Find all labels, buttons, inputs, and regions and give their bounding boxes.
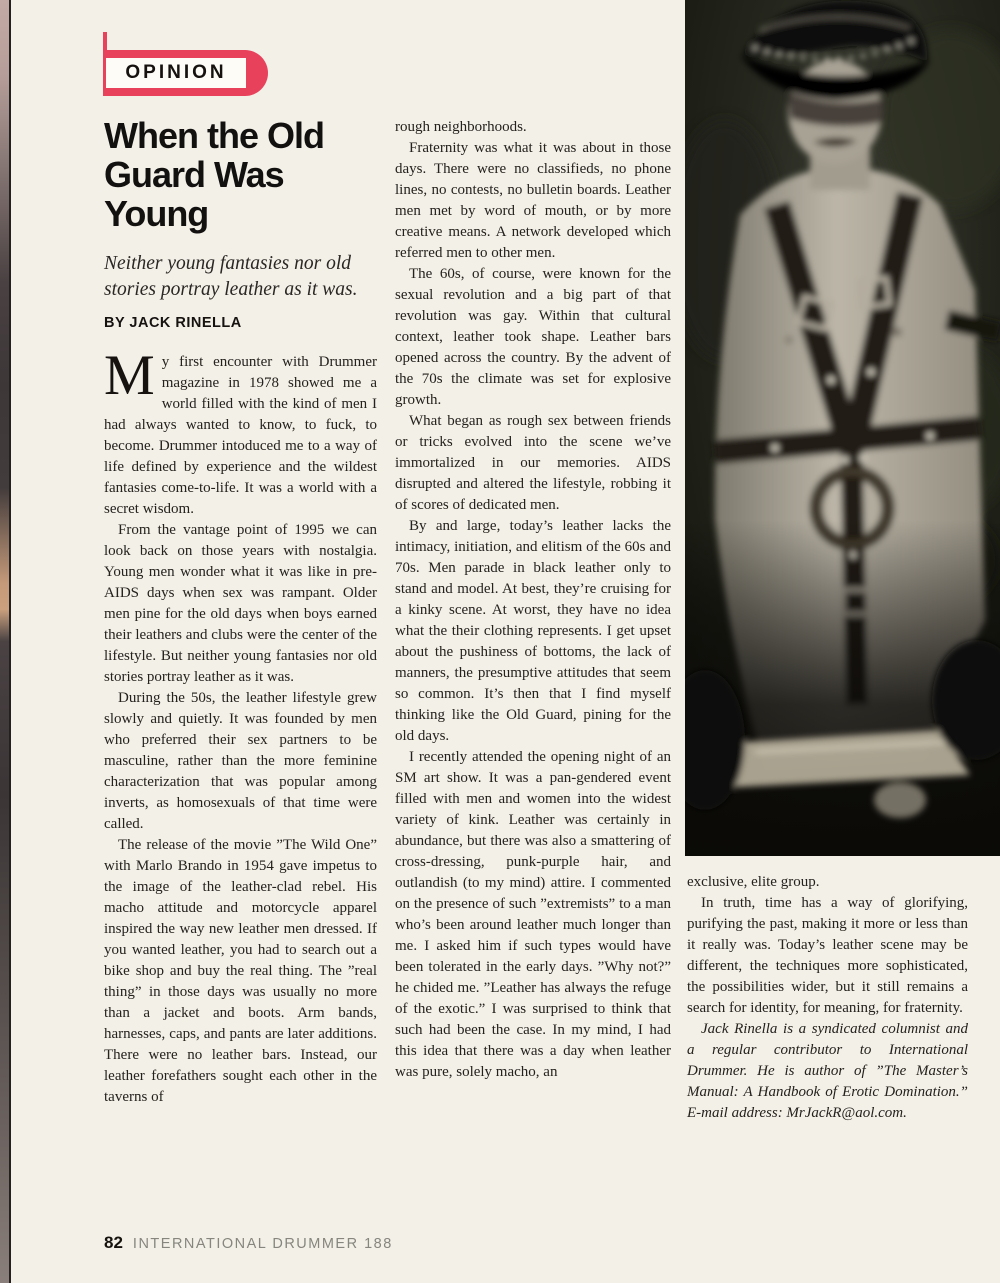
headline-block (104, 116, 396, 331)
article-column-2 (395, 117, 671, 1083)
paragraph: The release of the movie ”The Wild One” with Marlo Brando in 1954 gave impetus to the image of the leather-clad rebel. His macho attitude and motorcycle apparel inspired the way new leather men dressed. If you wanted leather, you had to search out a bike shop and buy the real thing. The ”real thing” in those days was usually no more than a jacket and boots. Arm bands, harnesses, caps, and pants are later additions. There were no leather bars. Instead, our leather forefathers sought each other in the taverns of (104, 837, 377, 1105)
page-number: 82 (104, 1233, 123, 1252)
title-line: When the Old (104, 115, 324, 156)
opinion-banner (103, 32, 283, 98)
paragraph: By and large, today’s leather lacks the intimacy, initiation, and elitism of the 60s and 70s. Men parade in black leather only to stand and model. At best, they’re cruising for a kinky scene. At worst, they have no idea what the their clothing represents. I get upset about the pushiness of bottoms, the lack of manners, the presumptive attitudes that seem so common. It’s then that I find myself thinking like the Old Guard, pining for the old days. (395, 518, 671, 744)
section-label-box (103, 55, 249, 91)
article-title (104, 116, 396, 233)
article-column-3 (687, 872, 968, 1124)
article-photo (685, 0, 1000, 856)
paragraph: My first encounter with Drummer magazine in 1978 showed me a world filled with the kind of men I had always wanted to know, to fuck, to become. Drummer intoduced me to a way of life defined by experience and the wildest fantasies come-to-life. It was a world with a secret wisdom. (104, 344, 377, 517)
paragraph: In truth, time has a way of glorifying, purifying the past, making it more or less than it really was. Today’s leather scene may be different, the techniques more sophisticated, the possibilities wider, but it still remains a search for identity, for meaning, for fraternity. (687, 895, 968, 1016)
title-line: Young (104, 193, 209, 234)
paragraph: During the 50s, the leather lifestyle grew slowly and quietly. It was founded by men who preferred their sex partners to be masculine, rather than the more feminine characterization that was popular among inverts, as homosexuals of that time were called. (104, 690, 377, 832)
paragraph: Fraternity was what it was about in those days. There were no classifieds, no phone lines, no contests, no bulletin boards. Leather men met by word of mouth, or by more creative means. A network developed which referred men to other men. (395, 140, 671, 261)
article-subtitle: Neither young fantasies nor old stories portray leather as it was. (104, 253, 358, 300)
title-line: Guard Was (104, 154, 284, 195)
section-label: OPINION (125, 62, 227, 83)
paragraph: rough neighborhoods. (395, 119, 527, 135)
page-footer (104, 1233, 393, 1253)
paragraph: exclusive, elite group. (687, 874, 820, 890)
drop-cap: M (104, 344, 155, 407)
paragraph: From the vantage point of 1995 we can look back on those years with nostalgia. Young men wonder what it was like in pre-AIDS days when sex was rampant. Older men pine for the old days when boys earned their leathers and clubs were the center of the lifestyle. But neither young fantasies nor old stories portray leather as it was. (104, 522, 377, 685)
paragraph: I recently attended the opening night of an SM art show. It was a pan-gendered event filled with men and women into the widest variety of kink. Leather was certainly in abundance, but there was also a smattering of cross-dressing, punk-purple hair, and outlandish (to my mind) attire. I commented on the presence of such ”extremists” to a man who’s been around leather much longer than me. I asked him if such types would have been tolerated in the early days. ”Why not?” he chided me. ”Leather has always the refuge of the exotic.” I was surprised to think that such had been the case. In my mind, I had this idea that there was a day when leather was pure, solely macho, an (395, 749, 671, 1080)
article-byline: BY JACK RINELLA (104, 315, 242, 331)
paragraph: The 60s, of course, were known for the sexual revolution and a big part of that revolution was gay. Within that cultural context, leather took shape. Leather bars opened across the country. By the advent of the 70s the climate was set for explosive growth. (395, 266, 671, 408)
scan-edge-strip (0, 0, 11, 1283)
magazine-title: INTERNATIONAL DRUMMER 188 (132, 1236, 393, 1252)
leatherman-photo-illustration (685, 0, 1000, 856)
paragraph: What began as rough sex between friends or tricks evolved into the scene we’ve immortalized in our memories. AIDS disrupted and altered the lifestyle, robbing it of scores of dedicated men. (395, 413, 671, 513)
article-column-1 (104, 344, 377, 1108)
author-bio: Jack Rinella is a syndicated columnist and a regular contributor to International Drummer. He is author of ”The Master’s Manual: A Handbook of Erotic Domination.” E-mail address: MrJackR@aol.com. (687, 1021, 968, 1121)
